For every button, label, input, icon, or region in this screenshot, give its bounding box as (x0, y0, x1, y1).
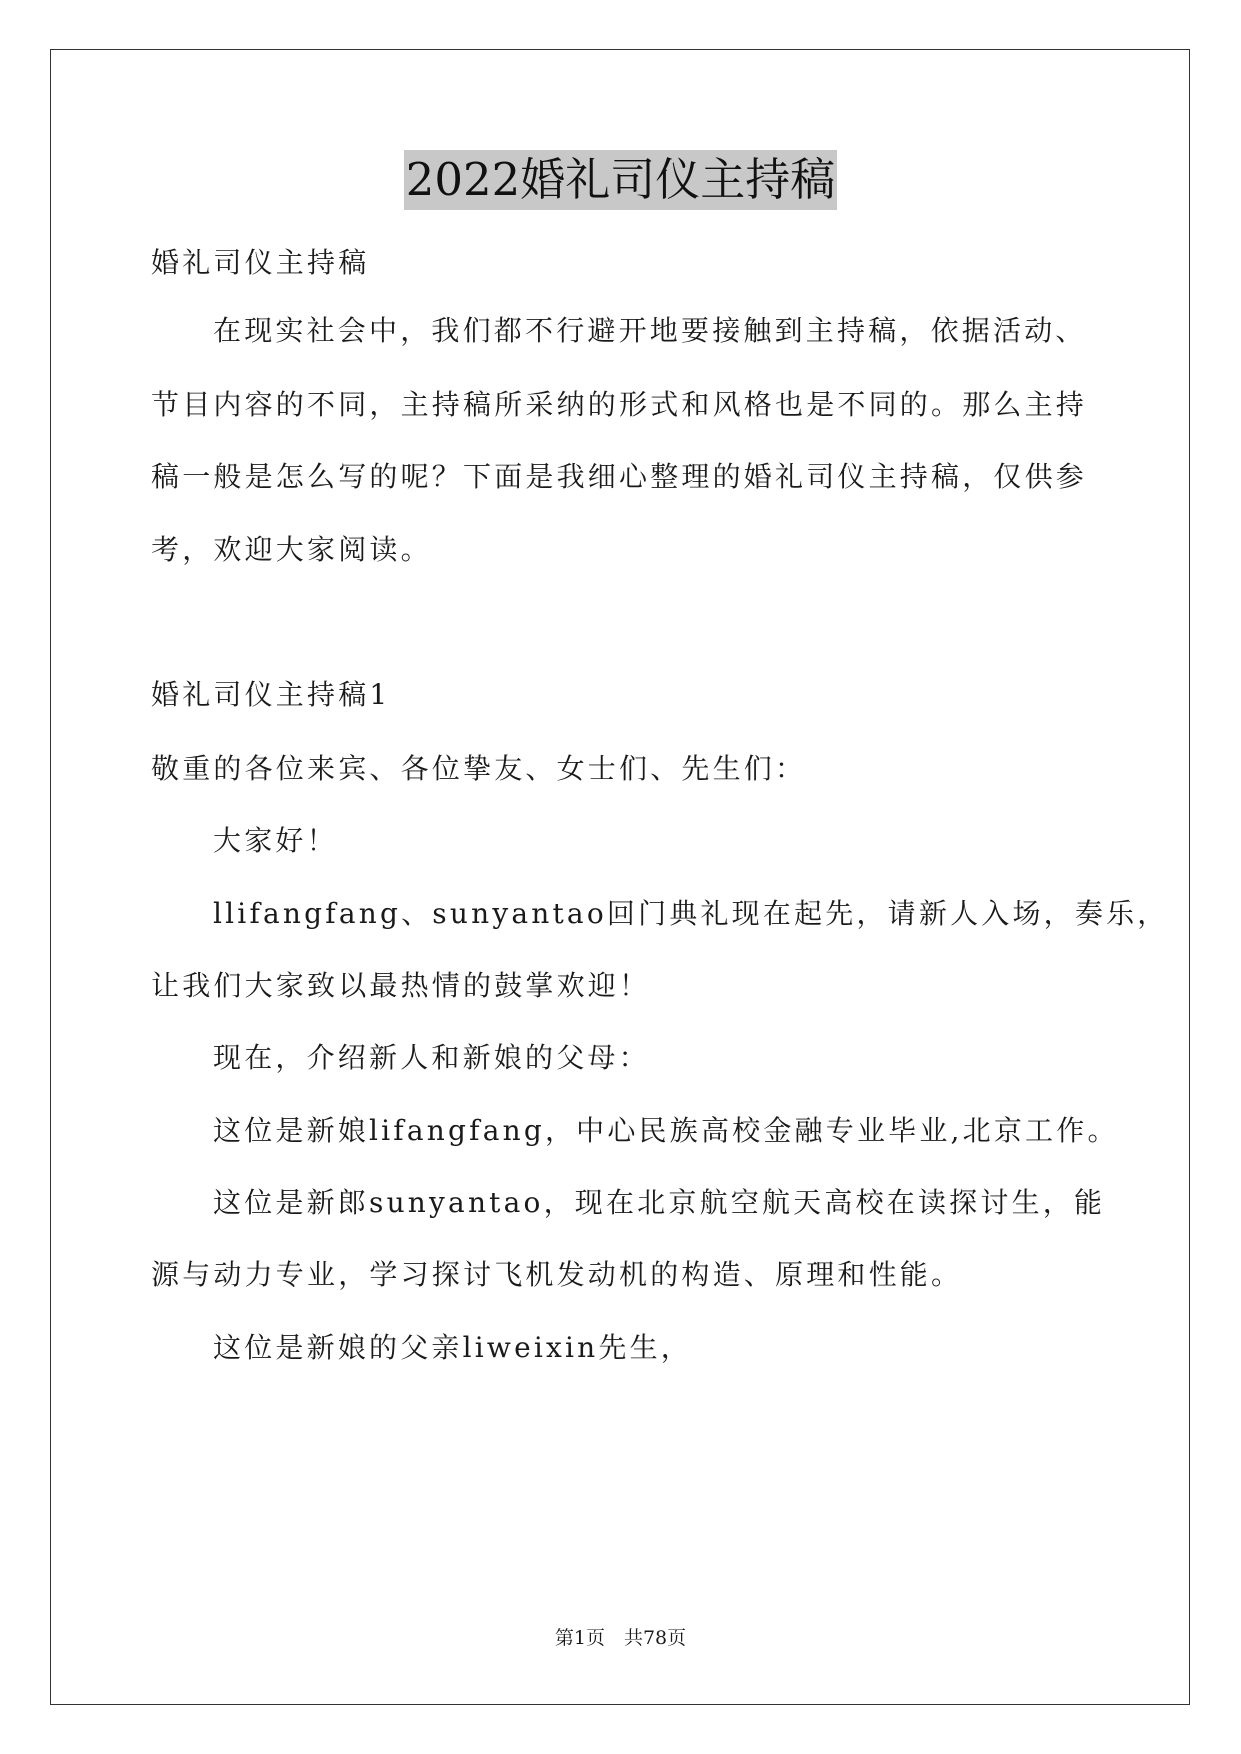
body-paragraph-line: llifangfang、sunyantao回门典礼现在起先，请新人入场，奏乐， (213, 897, 1169, 930)
body-paragraph-line: 这位是新娘lifangfang，中心民族高校金融专业毕业,北京工作。 (213, 1114, 1119, 1147)
intro-paragraph-line: 考，欢迎大家阅读。 (151, 533, 432, 566)
title-container (0, 150, 1241, 210)
document-title: 2022婚礼司仪主持稿 (404, 150, 838, 210)
document-subtitle: 婚礼司仪主持稿 (151, 246, 370, 279)
body-paragraph-line: 这位是新娘的父亲liweixin先生， (213, 1331, 692, 1364)
section-heading: 婚礼司仪主持稿1 (151, 678, 391, 711)
page-frame (50, 49, 1190, 1705)
body-paragraph-line: 这位是新郎sunyantao，现在北京航空航天高校在读探讨生，能 (213, 1186, 1106, 1219)
body-paragraph-line: 现在，介绍新人和新娘的父母： (213, 1041, 650, 1074)
greeting-line: 大家好！ (213, 824, 338, 857)
body-paragraph-line: 源与动力专业，学习探讨飞机发动机的构造、原理和性能。 (151, 1258, 963, 1291)
intro-paragraph-line: 稿一般是怎么写的呢？下面是我细心整理的婚礼司仪主持稿，仅供参 (151, 460, 1088, 493)
body-paragraph-line: 让我们大家致以最热情的鼓掌欢迎！ (151, 969, 651, 1002)
intro-paragraph-line: 节目内容的不同，主持稿所采纳的形式和风格也是不同的。那么主持 (151, 388, 1088, 421)
salutation-line: 敬重的各位来宾、各位挚友、女士们、先生们： (151, 752, 807, 785)
page-indicator: 第1页 共78页 (554, 1627, 687, 1649)
intro-paragraph-line: 在现实社会中，我们都不行避开地要接触到主持稿，依据活动、 (213, 314, 1087, 347)
